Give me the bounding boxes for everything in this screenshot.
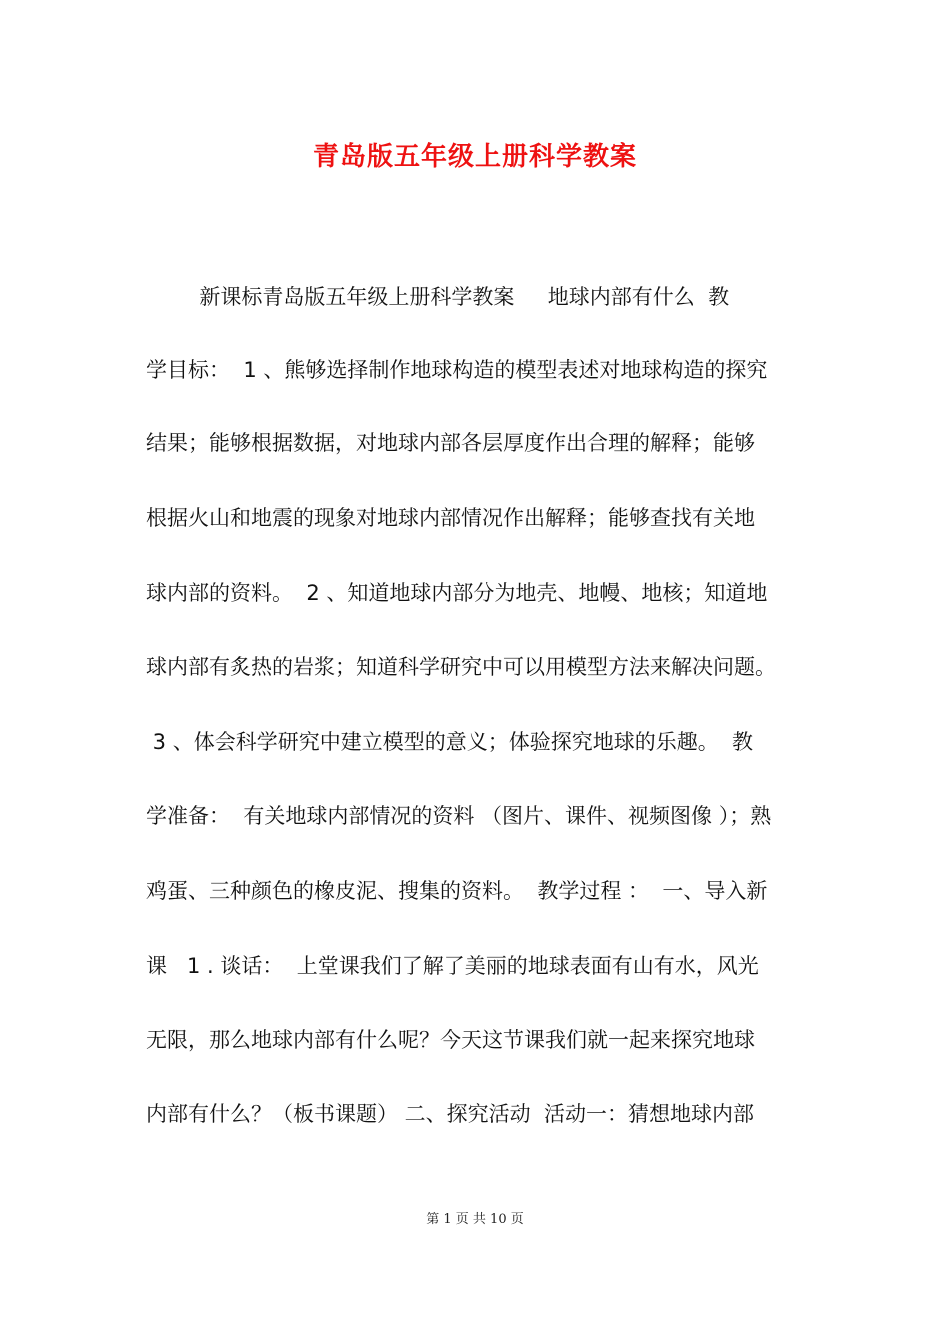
body-line-2: 学目标： 1 、熊够选择制作地球构造的模型表述对地球构造的探究 [146, 358, 768, 382]
body-line-10: 课 1 . 谈话： 上堂课我们了解了美丽的地球表面有山有水，风光 [146, 954, 759, 978]
document-title: 青岛版五年级上册科学教案 [312, 142, 637, 172]
body-line-1: 新课标青岛版五年级上册科学教案 地球内部有什么 教 [146, 285, 730, 309]
page-footer: 第 1 页 共 10 页 [426, 1212, 524, 1227]
body-line-3: 结果；能够根据数据，对地球内部各层厚度作出合理的解释；能够 [146, 431, 755, 455]
body-line-8: 学准备： 有关地球内部情况的资料 （图片、课件、视频图像 ）；熟 [146, 804, 772, 828]
body-line-12: 内部有什么？（板书课题） 二、探究活动 活动一：猜想地球内部 [146, 1102, 755, 1126]
body-line-4: 根据火山和地震的现象对地球内部情况作出解释；能够查找有关地 [146, 506, 755, 530]
body-line-7: 3 、体会科学研究中建立模型的意义；体验探究地球的乐趣。 教 [146, 730, 754, 754]
body-line-5: 球内部的资料。 2 、知道地球内部分为地壳、地幔、地核；知道地 [146, 581, 768, 605]
body-line-9: 鸡蛋、三种颜色的橡皮泥、搜集的资料。 教学过程 ： 一、导入新 [146, 879, 768, 903]
body-line-6: 球内部有炙热的岩浆；知道科学研究中可以用模型方法来解决问题。 [146, 655, 776, 679]
body-line-11: 无限，那么地球内部有什么呢？今天这节课我们就一起来探究地球 [146, 1028, 755, 1052]
